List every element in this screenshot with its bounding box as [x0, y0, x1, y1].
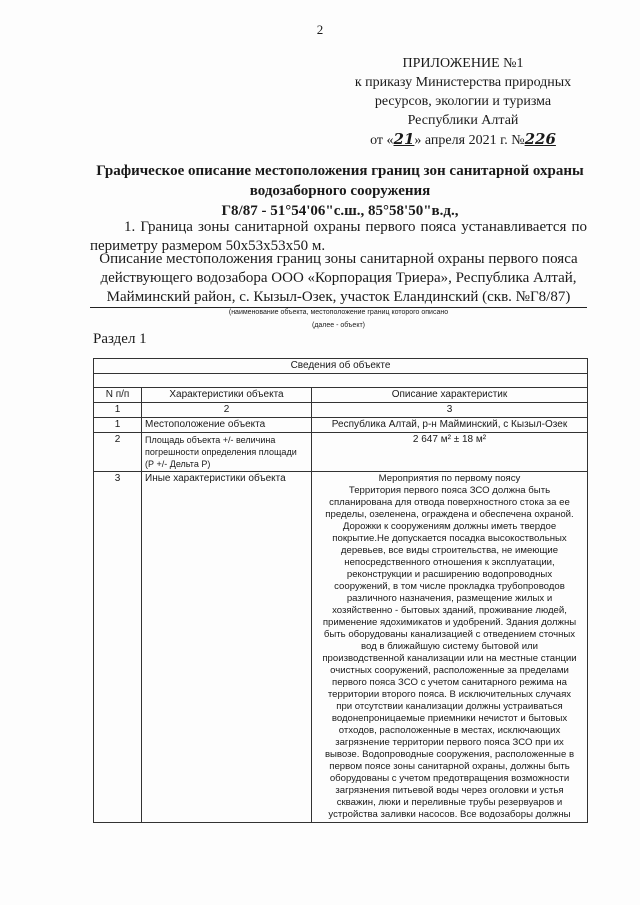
column-number: 3: [312, 403, 588, 418]
column-number: 2: [142, 403, 312, 418]
column-number: 1: [94, 403, 142, 418]
handwritten-number: 226: [524, 130, 556, 148]
text-line: первом поясе зоны санитарной охраны, должны быть: [329, 761, 570, 772]
handwritten-day: 21: [393, 130, 415, 148]
header-description: Описание характеристик: [312, 388, 588, 403]
row-num: 2: [94, 433, 142, 472]
table-column-numbers: [94, 403, 588, 418]
appendix-line-3: Республики Алтай: [407, 113, 519, 128]
row-num: 1: [94, 418, 142, 433]
date-prefix: от «: [370, 133, 394, 148]
row-value: Республика Алтай, р-н Майминский, с Кызыл-Озек: [312, 418, 588, 433]
object-info-table: [93, 358, 588, 823]
text-line: скважин, люки и переливные трубы резервуаров и: [336, 797, 563, 808]
table-row: [94, 472, 588, 823]
text-line: быть оборудованы канализацией с отведением сточных: [323, 629, 576, 640]
text-line: первого пояса ЗСО с учетом санитарного режима на: [332, 677, 567, 688]
text-line: Территория первого пояса ЗСО должна быть: [348, 485, 551, 496]
description-line-2: действующего водозабора ООО «Корпорация Триера», Республика Алтай,: [100, 270, 577, 286]
appendix-title: ПРИЛОЖЕНИЕ №1: [402, 56, 524, 71]
appendix-line-2: ресурсов, экологии и туризма: [374, 94, 552, 109]
table-header-row: [94, 388, 588, 403]
text-line: вывозе. Водопроводные сооружения, расположенные в: [324, 749, 575, 760]
text-line: оборудованы с учетом предотвращения возможности: [329, 773, 570, 784]
section-title: Раздел 1: [93, 331, 147, 347]
text-line: спланирована для отвода поверхностного стока за ее: [329, 497, 570, 508]
title-line-1: Графическое описание местоположения границ зон санитарной охраны: [96, 163, 584, 179]
description-line-1: Описание местоположения границ зоны санитарной охраны первого пояса: [99, 251, 578, 267]
boundary-paragraph: 1. Граница зоны санитарной охраны первого пояса устанавливается по периметру размером 50х53х53х50 м.: [90, 219, 587, 254]
description-underline: [90, 307, 587, 308]
text-line: непосредственного отношения к эксплуатации,: [344, 557, 555, 568]
text-line: производственной канализации или на местные станции: [322, 653, 577, 664]
text-line: вод в ближайшую систему бытовой или: [360, 641, 539, 652]
text-line: очистных сооружений, расположенные за пределами: [330, 665, 569, 676]
table-row: [94, 433, 588, 472]
object-description: [90, 250, 587, 307]
text-line: сооружений, в том числе прокладка трубопроводов: [334, 581, 565, 592]
row-name: Местоположение объекта: [142, 418, 312, 433]
text-line: водонепроницаемые приемники нечистот и бытовых: [331, 713, 568, 724]
row-name: Площадь объекта +/- величина погрешности определения площади (Р +/- Дельта Р): [142, 433, 312, 472]
text-line: территории второго пояса. В исключительных случаях: [327, 689, 572, 700]
table-row: [94, 418, 588, 433]
table-spacer-row: [94, 374, 588, 388]
text-line: деревьев, все виды строительства, не имеющие: [340, 545, 559, 556]
text-line: Мероприятия по первому поясу: [378, 473, 521, 484]
appendix-date: [330, 130, 596, 150]
text-line: загрязнение территории первого пояса ЗСО при их: [335, 737, 564, 748]
header-num: N п/п: [94, 388, 142, 403]
row-num: 3: [94, 472, 142, 823]
text-line: хозяйственно - бытовых зданий, проживание людей,: [332, 605, 567, 616]
table-caption: Сведения об объекте: [94, 359, 588, 374]
text-line: отходов, расположенные в местах, исключающих: [338, 725, 561, 736]
text-line: при отсутствии канализации должны устраиваться: [336, 701, 563, 712]
text-line: пределы, озеленена, ограждена и обеспечена охраной.: [325, 509, 574, 520]
appendix-header: [330, 54, 596, 150]
header-characteristics: Характеристики объекта: [142, 388, 312, 403]
document-title: [90, 161, 590, 221]
row-value-other: [312, 472, 588, 823]
table-caption-row: [94, 359, 588, 374]
appendix-line-1: к приказу Министерства природных: [354, 75, 572, 90]
text-line: устройства заливки насосов. Все водозаборы должны: [328, 809, 571, 820]
table-spacer: [94, 374, 588, 388]
text-line: покрытие.Не допускается посадка высокоствольных: [332, 533, 567, 544]
row-value: 2 647 м² ± 18 м²: [312, 433, 588, 472]
page-number: 2: [316, 22, 324, 37]
text-line: различного назначения, размещение жилых и: [346, 593, 553, 604]
row-name: Иные характеристики объекта: [142, 472, 312, 823]
text-line: применение ядохимикатов и удобрений. Здания должны: [322, 617, 577, 628]
title-line-3: Г8/87 - 51°54'06"с.ш., 85°58'50"в.д.,: [221, 203, 459, 219]
text-line: Дорожки к сооружениям должны иметь твердое: [342, 521, 557, 532]
title-line-2: водозаборного сооружения: [249, 183, 431, 199]
date-middle: » апреля 2021 г. №: [414, 133, 525, 148]
description-line-3: Майминский район, с. Кызыл-Озек, участок Еландинский (скв. №Г8/87): [106, 289, 571, 305]
text-line: реконструкции и расширению водопроводных: [346, 569, 553, 580]
text-line: загрязнения питьевой воды через оголовки и устья: [335, 785, 564, 796]
description-hint-object: (далее - объект): [311, 322, 366, 329]
description-hint: (наименование объекта, местоположение границ которого описано: [228, 309, 449, 316]
